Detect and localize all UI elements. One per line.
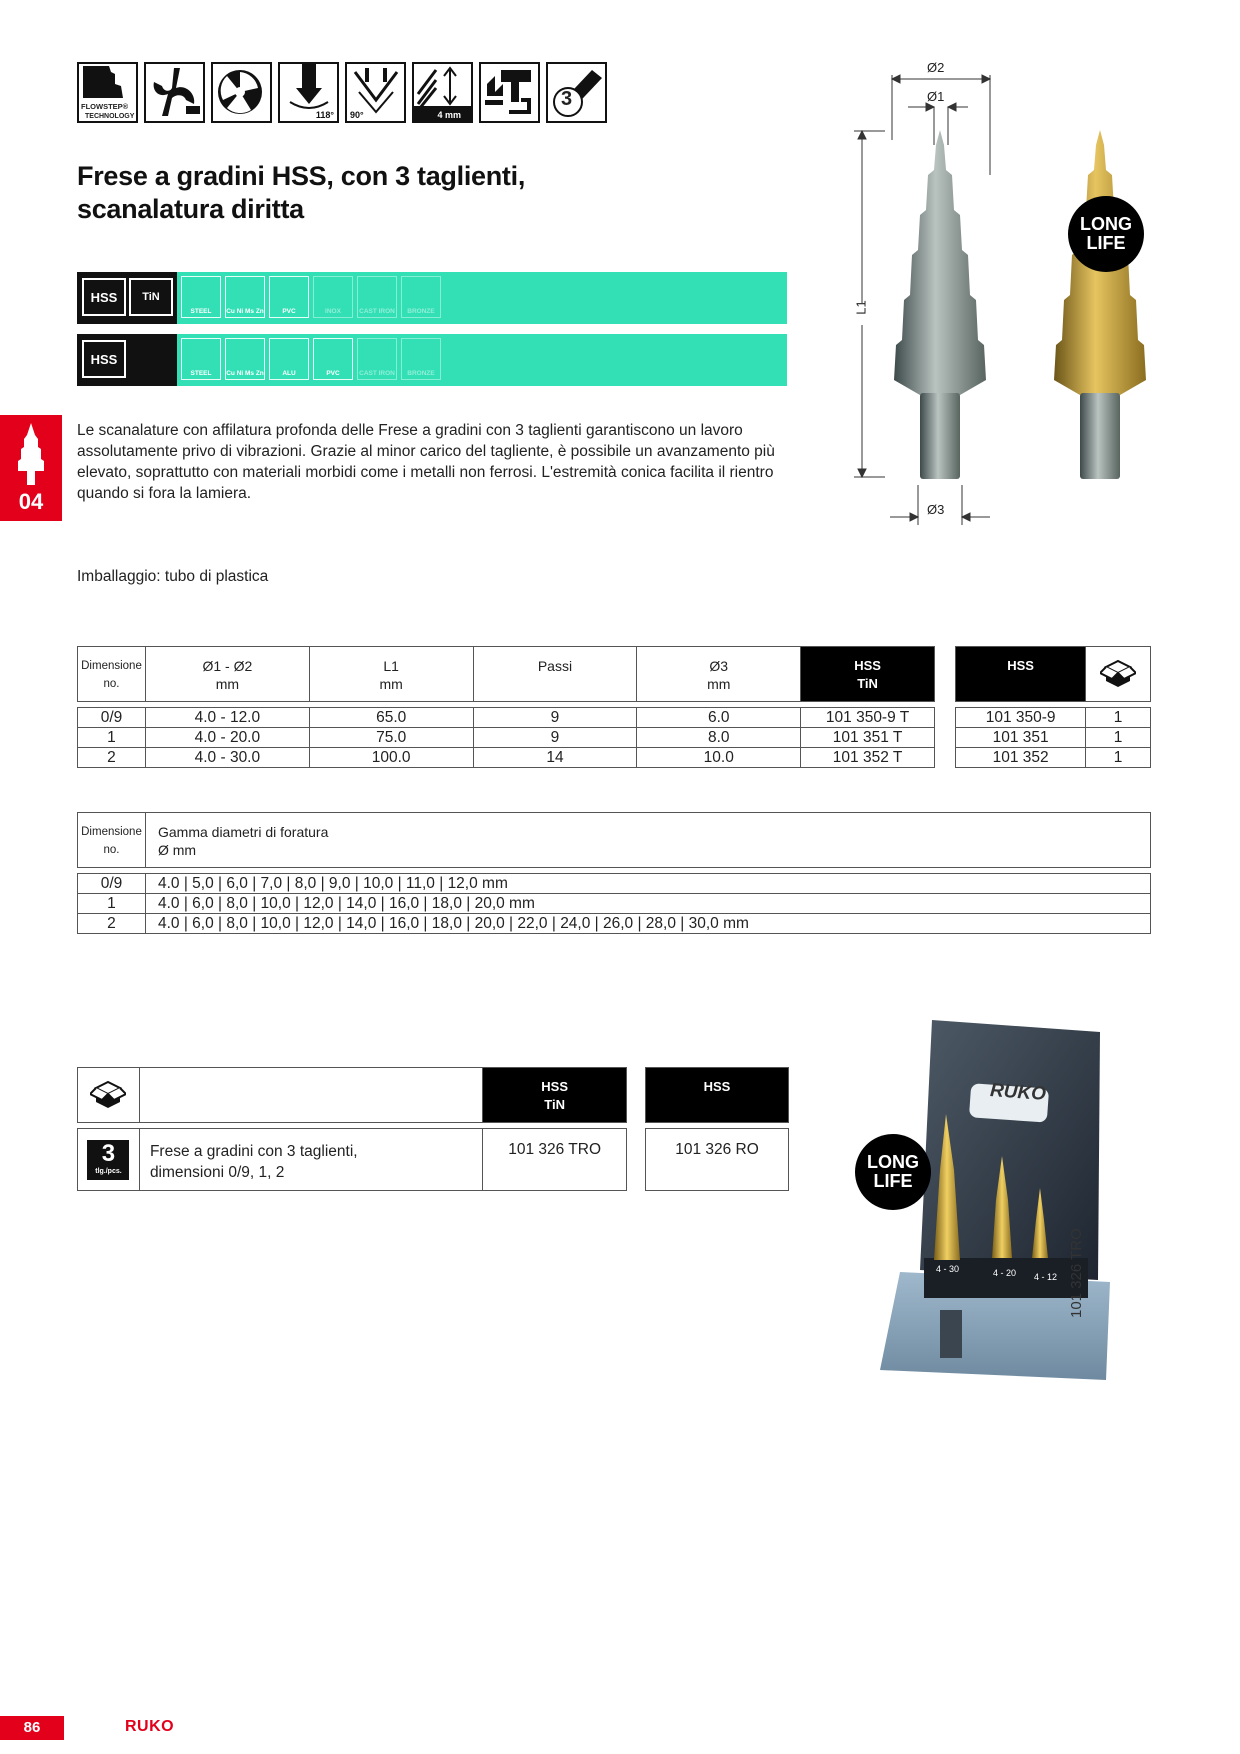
package-box-icon bbox=[90, 1078, 126, 1110]
packaging-text: Imballaggio: tubo di plastica bbox=[77, 568, 269, 585]
set-code-hss: 101 326 RO bbox=[646, 1129, 789, 1191]
dim-d2-label: Ø2 bbox=[927, 60, 945, 75]
material-band-hss bbox=[77, 334, 787, 386]
material-bronze-icon: BRONZE bbox=[401, 276, 441, 318]
angle-118-label: 118° bbox=[315, 110, 334, 120]
flowstep-technology-icon bbox=[77, 62, 138, 123]
quantity-badge: 3 tlg./pcs. bbox=[87, 1140, 129, 1180]
table-row: 0/9 4.0 - 12.0 65.0 9 6.0 101 350-9 T bbox=[78, 708, 935, 728]
material-nonferrous-icon: Cu Ni Ms Zn bbox=[225, 338, 265, 380]
dim-d1-label: Ø1 bbox=[927, 89, 945, 104]
material-bronze-icon: BRONZE bbox=[401, 338, 441, 380]
col-steps: Passi bbox=[473, 647, 637, 702]
case-label-4-30: 4 - 30 bbox=[936, 1264, 960, 1274]
table-row: 0/9 4.0 | 5,0 | 6,0 | 7,0 | 8,0 | 9,0 | 10,0 | 11,0 | 12,0 mm bbox=[78, 874, 1151, 894]
table-row: 1 4.0 - 20.0 75.0 9 8.0 101 351 T bbox=[78, 728, 935, 748]
material-band-hss-tin bbox=[77, 272, 787, 324]
case-brand-logo: RUKO bbox=[989, 1080, 1047, 1105]
flutes-number: 3 bbox=[561, 88, 573, 110]
col-shank: Ø3 mm bbox=[637, 647, 801, 702]
table-header-row bbox=[78, 813, 1151, 868]
band-label-block bbox=[77, 334, 177, 386]
footer-brand: RUKO bbox=[125, 1718, 175, 1735]
case-caption: 101 326 TRO bbox=[1068, 1228, 1085, 1318]
material-pvc-icon: PVC bbox=[313, 338, 353, 380]
package-box-icon bbox=[1100, 657, 1136, 689]
section-number: 04 bbox=[18, 489, 44, 514]
material-inox-icon: INOX bbox=[313, 276, 353, 318]
col-diameter-range: Ø1 - Ø2 mm bbox=[145, 647, 309, 702]
depth-label: 4 mm bbox=[437, 110, 461, 120]
countersink-90-icon bbox=[345, 62, 406, 123]
material-steel-icon: STEEL bbox=[181, 276, 221, 318]
sheet-thickness-icon bbox=[412, 62, 473, 123]
step-drill-tab-icon bbox=[0, 419, 62, 489]
flowstep-label: FLOWSTEP® bbox=[81, 102, 129, 111]
dimensions-table bbox=[77, 646, 935, 768]
col-hss-tin: HSS TiN bbox=[483, 1068, 627, 1123]
three-flutes-icon bbox=[546, 62, 607, 123]
material-cast-iron-icon: CAST IRON bbox=[357, 338, 397, 380]
angle-90-label: 90° bbox=[350, 110, 364, 120]
col-size: Dimensione no. bbox=[78, 813, 146, 868]
set-code-tin: 101 326 TRO bbox=[483, 1129, 627, 1191]
table-header-row bbox=[956, 647, 1151, 702]
table-header-row bbox=[78, 647, 935, 702]
table-row: 101 351 1 bbox=[956, 728, 1151, 748]
tin-badge: TiN bbox=[129, 278, 173, 316]
col-drill-range: Gamma diametri di foratura Ø mm bbox=[145, 813, 1150, 868]
col-package bbox=[1086, 647, 1151, 702]
page-number: 86 bbox=[0, 1716, 64, 1740]
hss-badge: HSS bbox=[82, 340, 126, 378]
long-life-badge: LONG LIFE bbox=[1068, 196, 1144, 272]
section-tab bbox=[0, 415, 62, 521]
table-row: 101 350-9 1 bbox=[956, 708, 1151, 728]
material-steel-icon: STEEL bbox=[181, 338, 221, 380]
step-drill-drawing bbox=[840, 55, 1160, 535]
table-row: 1 4.0 | 6,0 | 8,0 | 10,0 | 12,0 | 14,0 | 16,0 | 18,0 | 20,0 mm bbox=[78, 894, 1151, 914]
drill-flute-icon bbox=[144, 62, 205, 123]
material-nonferrous-icon: Cu Ni Ms Zn bbox=[225, 276, 265, 318]
title-line-1: Frese a gradini HSS, con 3 taglienti, bbox=[77, 161, 526, 191]
table-row bbox=[646, 1129, 789, 1191]
tip-angle-118-icon bbox=[278, 62, 339, 123]
set-table-hss bbox=[645, 1067, 789, 1191]
col-package bbox=[78, 1068, 140, 1123]
dim-d3-label: Ø3 bbox=[927, 502, 945, 517]
set-table bbox=[77, 1067, 627, 1191]
col-size: Dimensione no. bbox=[78, 647, 146, 702]
table-row bbox=[78, 1129, 627, 1191]
col-length: L1 mm bbox=[309, 647, 473, 702]
col-hss: HSS bbox=[646, 1068, 789, 1123]
table-row: 101 352 1 bbox=[956, 748, 1151, 768]
description-text: Le scanalature con affilatura profonda delle Frese a gradini con 3 taglienti garantiscono un lavoro assolutamente privo di vibrazioni. Grazie al minor carico del tagliente, è possibile un avanzamento più elevato, soprattutto con materiali morbidi come i metalli non ferrosi. L'estremità conica facilita il rientro quando si fora la lamiera. bbox=[77, 422, 775, 502]
col-description bbox=[139, 1068, 482, 1123]
hss-badge: HSS bbox=[82, 278, 126, 316]
table-header-row bbox=[78, 1068, 627, 1123]
cross-section-icon bbox=[211, 62, 272, 123]
col-hss: HSS bbox=[956, 647, 1086, 702]
band-label-block bbox=[77, 272, 177, 324]
table-row: 2 4.0 | 6,0 | 8,0 | 10,0 | 12,0 | 14,0 | 16,0 | 18,0 | 20,0 | 22,0 | 24,0 | 26,0 | 28,0 | 30,0 mm bbox=[78, 914, 1151, 934]
material-pvc-icon: PVC bbox=[269, 276, 309, 318]
material-cast-iron-icon: CAST IRON bbox=[357, 276, 397, 318]
table-header-row bbox=[646, 1068, 789, 1123]
technology-label: TECHNOLOGY bbox=[85, 113, 135, 120]
dim-l1-label: L1 bbox=[853, 300, 869, 315]
hss-code-table bbox=[955, 646, 1151, 768]
set-description-line2: dimensioni 0/9, 1, 2 bbox=[149, 1164, 285, 1181]
table-row: 2 4.0 - 30.0 100.0 14 10.0 101 352 T bbox=[78, 748, 935, 768]
long-life-badge: LONG LIFE bbox=[855, 1134, 931, 1210]
material-alu-icon: ALU bbox=[269, 338, 309, 380]
col-hss-tin: HSS TiN bbox=[801, 647, 935, 702]
case-label-4-12: 4 - 12 bbox=[1034, 1272, 1058, 1282]
set-description-line1: Frese a gradini con 3 taglienti, bbox=[149, 1143, 358, 1160]
case-label-4-20: 4 - 20 bbox=[993, 1268, 1017, 1278]
title-line-2: scanalatura diritta bbox=[77, 194, 304, 224]
hand-drill-icon bbox=[479, 62, 540, 123]
page-title bbox=[77, 160, 525, 226]
drilling-range-table bbox=[77, 812, 1151, 934]
